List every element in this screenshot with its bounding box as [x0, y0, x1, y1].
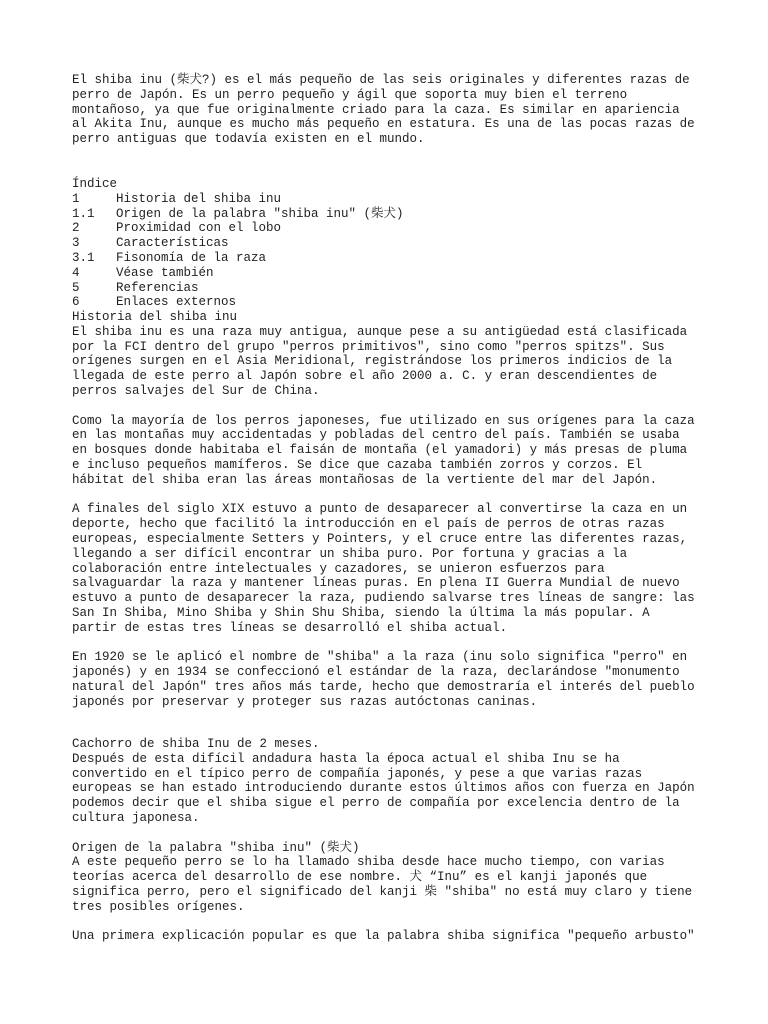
toc-item-label: Características: [116, 236, 229, 251]
toc-item-number: 2: [72, 221, 80, 236]
toc-item-label: Fisonomía de la raza: [116, 250, 267, 265]
toc-item-number: 3: [72, 236, 80, 251]
toc-item-label: Proximidad con el lobo: [116, 221, 282, 236]
toc-item: [72, 192, 712, 207]
toc-item-number: 1.1: [72, 206, 95, 221]
toc-item-number: 4: [72, 265, 80, 280]
toc-item: [72, 251, 712, 266]
toc-title: Índice: [72, 177, 118, 191]
toc-item-number: 6: [72, 295, 80, 310]
toc-item-label: Historia del shiba inu: [116, 191, 282, 206]
toc-item-label: Enlaces externos: [116, 295, 237, 310]
intro-paragraph: El shiba inu (柴犬?) es el más pequeño de las seis originales y diferentes razas de perro de Japón. Es un perro pequeño y ágil que soporta muy bien el terreno montañoso, ya que fue originalmente criado para la caza. Es similar en apariencia al Akita Inu, aunque es mucho más pequeño en estatura. Es una de las pocas razas de perro antiguas que todavía existen en el mundo.: [72, 73, 695, 147]
history-paragraph-3: A finales del siglo XIX estuvo a punto de desaparecer al convertirse la caza en un deporte, hecho que facilitó la introducción en el país de perros de otras razas europeas, especialmente Setters y Pointers, y el cruce entre las diferentes razas, llegando a ser difícil encontrar un shiba puro. Por fortuna y gracias a la colaboración entre intelectuales y cazadores, se unieron esfuerzos para salvaguardar la raza y mantener líneas puras. En plena II Guerra Mundial de nuevo estuvo a punto de desaparecer la raza, pudiendo salvarse tres líneas de sangre: las San In Shiba, Mino Shiba y Shin Shu Shiba, siendo la última la más popular. A partir de estas tres líneas se desarrolló el shiba actual.: [72, 502, 695, 635]
toc-item-number: 3.1: [72, 250, 95, 265]
toc-item: [72, 266, 712, 281]
history-paragraph-4: En 1920 se le aplicó el nombre de "shiba" a la raza (inu solo significa "perro" en japonés) y en 1934 se confeccionó el estándar de la raza, declarándose "monumento natural del Japón" tres años más tarde, hecho que demostraría el interés del pueblo japonés por preservar y proteger sus razas autóctonas caninas.: [72, 650, 695, 709]
origin-paragraph-1: A este pequeño perro se lo ha llamado shiba desde hace mucho tiempo, con varias teorías acerca del desarrollo de ese nombre. 犬 “Inu” es el kanji japonés que significa perro, pero el significado del kanji 柴 "shiba" no está muy claro y tiene tres posibles orígenes.: [72, 855, 693, 914]
toc-item: [72, 207, 712, 222]
toc-item: [72, 236, 712, 251]
toc-item: [72, 221, 712, 236]
companion-paragraph: Después de esta difícil andadura hasta la época actual el shiba Inu se ha convertido en el típico perro de compañía japonés, y pese a que varias razas europeas se han estado introduciendo durante estos últimos años con fuerza en Japón podemos decir que el shiba sigue el perro de compañía por excelencia dentro de la cultura japonesa.: [72, 751, 695, 825]
history-paragraph-2: Como la mayoría de los perros japoneses, fue utilizado en sus orígenes para la caza en las montañas muy accidentadas y pobladas del centro del país. También se usaba en bosques donde habitaba el faisán de montaña (el yamadori) y más presas de pluma e incluso pequeños mamíferos. Se dice que cazaba también zorros y corzos. El hábitat del shiba eran las áreas montañosas de la vertiente del mar del Japón.: [72, 413, 695, 487]
toc-item-label: Referencias: [116, 280, 199, 295]
history-paragraph-1: El shiba inu es una raza muy antigua, aunque pese a su antigüedad está clasificada por la FCI dentro del grupo "perros primitivos", sino como "perros spitzs". Sus orígenes surgen en el Asia Meridional, registrándose los primeros indicios de la llegada de este perro al Japón sobre el año 2000 a. C. y eran descendientes de perros salvajes del Sur de China.: [72, 324, 688, 398]
history-heading: Historia del shiba inu: [72, 310, 238, 324]
toc-item-label: Véase también: [116, 265, 214, 280]
image-caption: Cachorro de shiba Inu de 2 meses.: [72, 737, 320, 751]
toc-item-number: 5: [72, 280, 80, 295]
toc-item: [72, 281, 712, 296]
origin-heading: Origen de la palabra "shiba inu" (柴犬): [72, 840, 360, 855]
toc-item: [72, 295, 712, 310]
origin-paragraph-2: Una primera explicación popular es que la palabra shiba significa "pequeño arbusto": [72, 929, 695, 944]
companion-section: [72, 737, 712, 959]
toc-item-label: Origen de la palabra "shiba inu" (柴犬): [116, 206, 404, 221]
history-section: [72, 310, 712, 724]
toc-item-number: 1: [72, 191, 80, 206]
table-of-contents: [72, 177, 712, 310]
